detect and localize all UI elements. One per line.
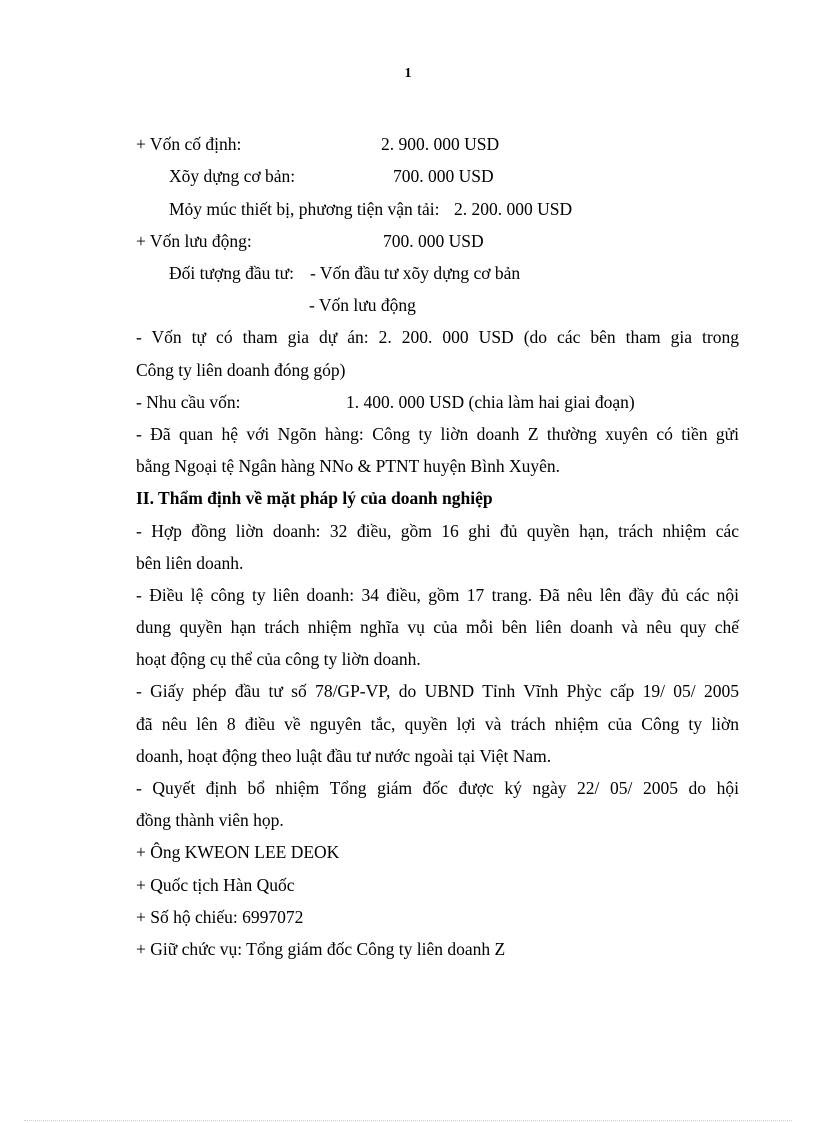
charter-line: hoạt động cụ thể của công ty liờn doanh. <box>136 649 421 669</box>
appointment-decision-line: - Quyết định bổ nhiệm Tổng giám đốc được ký ngày 22/ 05/ 2005 do hội <box>136 778 739 798</box>
own-capital-line: Công ty liên doanh đóng góp) <box>136 360 346 380</box>
fixed-capital-value: 2. 900. 000 USD <box>381 134 500 154</box>
page-bottom-divider <box>24 1120 792 1121</box>
working-capital-label: + Vốn lưu động: <box>136 231 252 251</box>
joint-venture-contract-line: - Hợp đồng liờn doanh: 32 điều, gồm 16 ghi đủ quyền hạn, trách nhiệm các <box>136 521 739 541</box>
investment-license-line: đã nêu lên 8 điều về nguyên tắc, quyền lợi và trách nhiệm của Công ty liờn <box>136 714 739 734</box>
director-passport: + Số hộ chiếu: 6997072 <box>136 907 304 927</box>
construction-value: 700. 000 USD <box>393 166 494 186</box>
own-capital-line: - Vốn tự có tham gia dự án: 2. 200. 000 USD (do các bên tham gia trong <box>136 327 739 347</box>
capital-need-value: 1. 400. 000 USD (chia làm hai giai đoạn) <box>346 392 635 412</box>
capital-need-label: - Nhu cầu vốn: <box>136 392 241 412</box>
charter-line: dung quyền hạn trách nhiệm nghĩa vụ của mỗi bên liên doanh và nêu quy chế <box>136 617 739 637</box>
joint-venture-contract-line: bên liên doanh. <box>136 553 244 573</box>
appointment-decision-line: đồng thành viên họp. <box>136 810 284 830</box>
section-heading: II. Thẩm định về mặt pháp lý của doanh nghiệp <box>136 488 493 508</box>
working-capital-value: 700. 000 USD <box>383 231 484 251</box>
director-position: + Giữ chức vụ: Tổng giám đốc Công ty liên doanh Z <box>136 939 506 959</box>
charter-line: - Điều lệ công ty liên doanh: 34 điều, gồm 17 trang. Đã nêu lên đầy đủ các nội <box>136 585 739 605</box>
machinery-value: 2. 200. 000 USD <box>454 199 573 219</box>
machinery-label: Mỏy múc thiết bị, phương tiện vận tải: <box>169 199 440 219</box>
bank-relation-line: bằng Ngoại tệ Ngân hàng NNo & PTNT huyện Bình Xuyên. <box>136 456 560 476</box>
construction-label: Xõy dựng cơ bản: <box>169 166 296 186</box>
investment-license-line: doanh, hoạt động theo luật đầu tư nước ngoài tại Việt Nam. <box>136 746 552 766</box>
director-nationality: + Quốc tịch Hàn Quốc <box>136 875 295 895</box>
investment-license-line: - Giấy phép đầu tư số 78/GP-VP, do UBND Tỉnh Vĩnh Phỳc cấp 19/ 05/ 2005 <box>136 681 739 701</box>
investment-target-item: - Vốn đầu tư xõy dựng cơ bản <box>310 263 521 283</box>
bank-relation-line: - Đã quan hệ với Ngõn hàng: Công ty liờn doanh Z thường xuyên có tiền gửi <box>136 424 739 444</box>
fixed-capital-label: + Vốn cố định: <box>136 134 242 154</box>
director-name: + Ông KWEON LEE DEOK <box>136 842 340 862</box>
investment-target-label: Đối tượng đầu tư: <box>169 263 294 283</box>
page-number: 1 <box>404 66 412 81</box>
investment-target-item: - Vốn lưu động <box>309 295 416 315</box>
